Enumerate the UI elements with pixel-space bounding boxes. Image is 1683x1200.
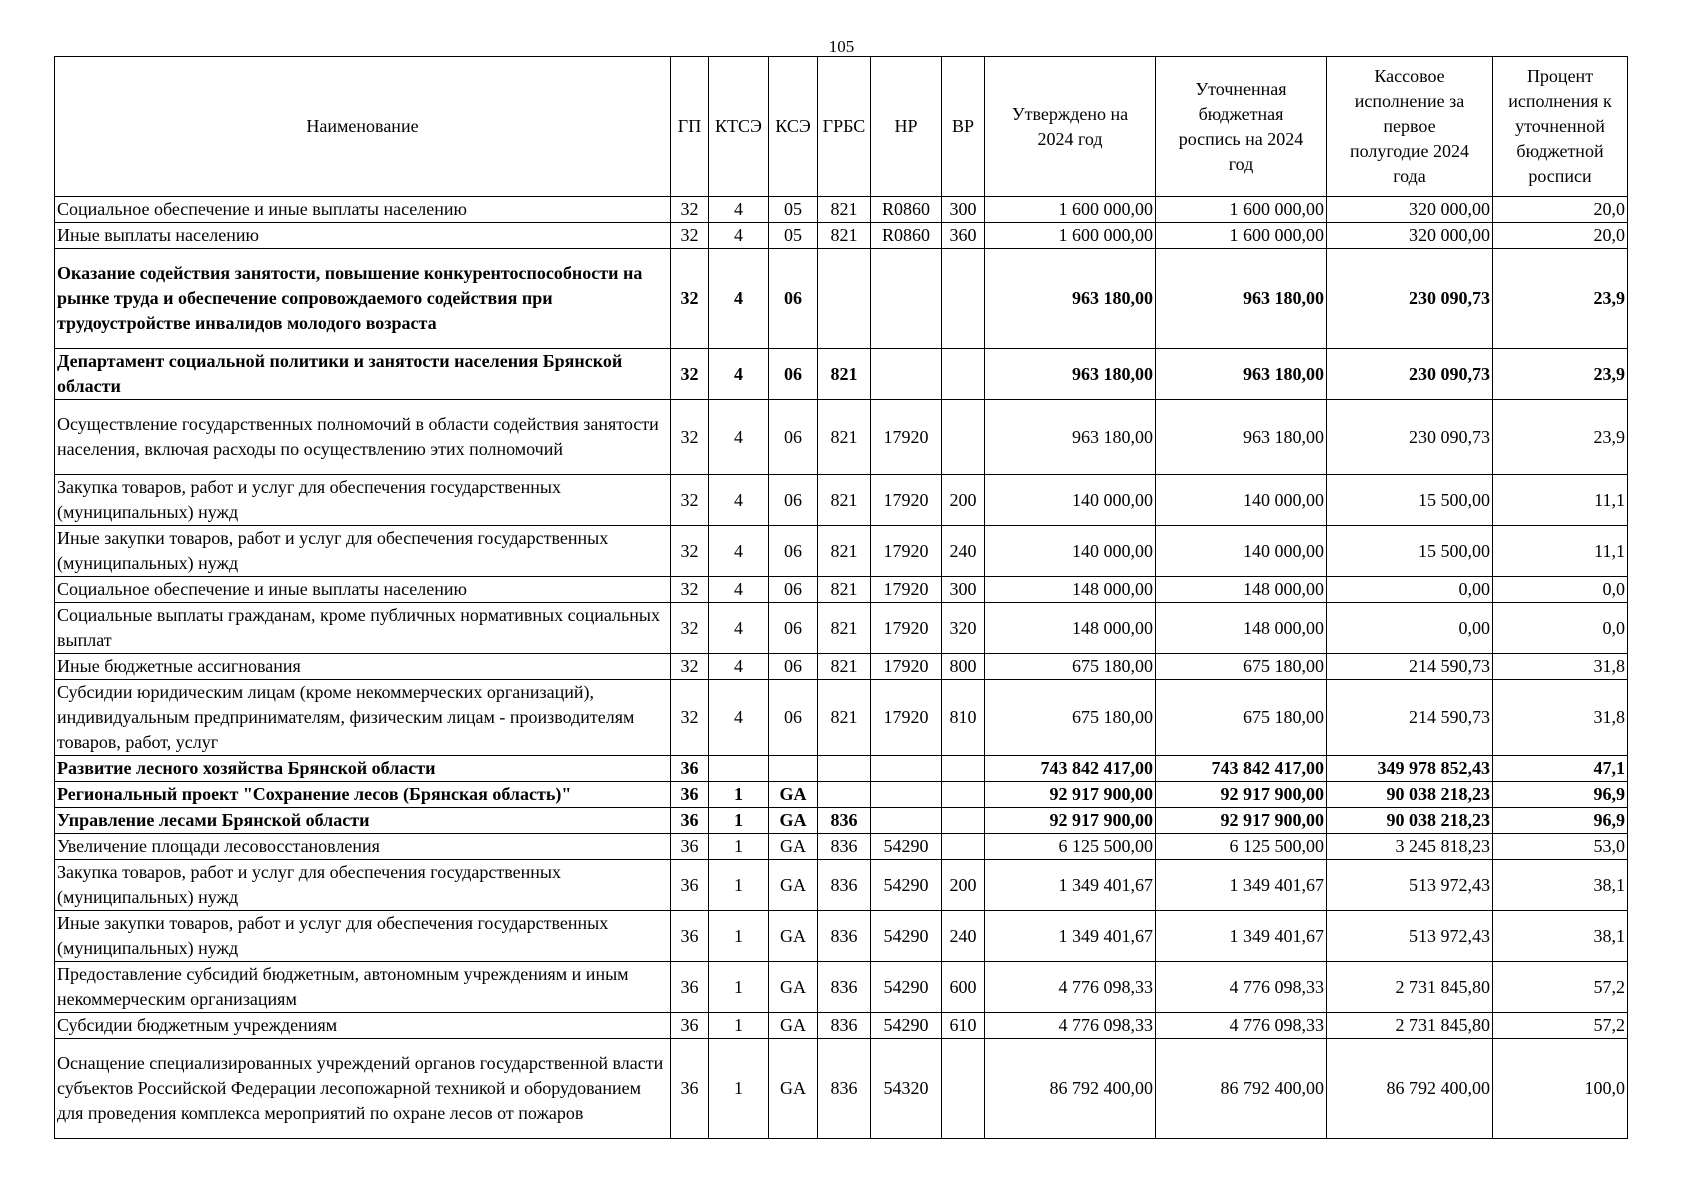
cell-cash: 230 090,73 [1327, 349, 1493, 400]
cell-ktse: 1 [709, 962, 769, 1013]
cell-gp: 36 [671, 808, 709, 834]
cell-ktse: 4 [709, 475, 769, 526]
cell-np: 17920 [871, 603, 942, 654]
cell-refined: 1 600 000,00 [1156, 223, 1327, 249]
cell-refined: 1 600 000,00 [1156, 197, 1327, 223]
cell-gp: 32 [671, 197, 709, 223]
header-gp: ГП [671, 57, 709, 197]
cell-approved: 1 349 401,67 [985, 911, 1156, 962]
cell-np [871, 249, 942, 349]
cell-approved: 148 000,00 [985, 577, 1156, 603]
table-row [55, 911, 1628, 962]
cell-refined: 1 349 401,67 [1156, 911, 1327, 962]
cell-percent: 0,0 [1493, 577, 1628, 603]
cell-kse: 06 [769, 475, 818, 526]
header-grbs: ГРБС [818, 57, 871, 197]
cell-grbs: 836 [818, 911, 871, 962]
cell-approved: 4 776 098,33 [985, 1013, 1156, 1039]
cell-grbs: 821 [818, 400, 871, 475]
cell-np: 17920 [871, 475, 942, 526]
cell-kse: 05 [769, 223, 818, 249]
table-row [55, 577, 1628, 603]
table-row [55, 526, 1628, 577]
cell-grbs: 821 [818, 475, 871, 526]
cell-grbs: 836 [818, 962, 871, 1013]
cell-ktse: 4 [709, 223, 769, 249]
cell-vr [942, 808, 985, 834]
cell-name: Региональный проект "Сохранение лесов (Брянская область)" [55, 782, 671, 808]
cell-np: R0860 [871, 197, 942, 223]
cell-cash: 230 090,73 [1327, 249, 1493, 349]
cell-gp: 32 [671, 603, 709, 654]
cell-kse: GA [769, 911, 818, 962]
cell-refined: 4 776 098,33 [1156, 1013, 1327, 1039]
cell-percent: 100,0 [1493, 1039, 1628, 1139]
cell-np: R0860 [871, 223, 942, 249]
cell-grbs: 836 [818, 808, 871, 834]
cell-name: Предоставление субсидий бюджетным, автономным учреждениям и иным некоммерческим организациям [55, 962, 671, 1013]
cell-ktse: 1 [709, 911, 769, 962]
cell-vr: 320 [942, 603, 985, 654]
cell-grbs: 821 [818, 349, 871, 400]
cell-grbs [818, 756, 871, 782]
cell-vr [942, 834, 985, 860]
cell-cash: 214 590,73 [1327, 654, 1493, 680]
cell-grbs: 836 [818, 834, 871, 860]
cell-percent: 53,0 [1493, 834, 1628, 860]
table-row [55, 1039, 1628, 1139]
cell-refined: 963 180,00 [1156, 349, 1327, 400]
cell-name: Социальные выплаты гражданам, кроме публичных нормативных социальных выплат [55, 603, 671, 654]
cell-gp: 36 [671, 782, 709, 808]
cell-vr: 300 [942, 577, 985, 603]
cell-ktse: 4 [709, 577, 769, 603]
cell-gp: 32 [671, 249, 709, 349]
cell-percent: 11,1 [1493, 475, 1628, 526]
cell-kse: 06 [769, 577, 818, 603]
cell-name: Иные бюджетные ассигнования [55, 654, 671, 680]
cell-refined: 1 349 401,67 [1156, 860, 1327, 911]
cell-grbs: 821 [818, 577, 871, 603]
cell-grbs: 821 [818, 654, 871, 680]
cell-approved: 140 000,00 [985, 526, 1156, 577]
cell-gp: 36 [671, 911, 709, 962]
cell-name: Оснащение специализированных учреждений органов государственной власти субъектов Российской Федерации лесопожарной техникой и оборудованием для проведения комплекса мероприятий по охране лесов от пожаров [55, 1039, 671, 1139]
cell-grbs: 821 [818, 526, 871, 577]
cell-np: 54320 [871, 1039, 942, 1139]
table-body [55, 197, 1628, 1139]
cell-grbs: 821 [818, 223, 871, 249]
cell-percent: 20,0 [1493, 223, 1628, 249]
cell-grbs: 821 [818, 680, 871, 756]
cell-percent: 96,9 [1493, 808, 1628, 834]
cell-grbs: 821 [818, 197, 871, 223]
cell-refined: 92 917 900,00 [1156, 782, 1327, 808]
table-row [55, 808, 1628, 834]
cell-ktse: 1 [709, 782, 769, 808]
cell-kse: GA [769, 860, 818, 911]
cell-percent: 47,1 [1493, 756, 1628, 782]
cell-percent: 23,9 [1493, 400, 1628, 475]
cell-approved: 92 917 900,00 [985, 782, 1156, 808]
cell-percent: 57,2 [1493, 962, 1628, 1013]
cell-name: Закупка товаров, работ и услуг для обеспечения государственных (муниципальных) нужд [55, 860, 671, 911]
cell-cash: 90 038 218,23 [1327, 808, 1493, 834]
header-kse: КСЭ [769, 57, 818, 197]
table-header-row [55, 57, 1628, 197]
cell-cash: 320 000,00 [1327, 197, 1493, 223]
cell-vr [942, 400, 985, 475]
cell-ktse: 4 [709, 680, 769, 756]
table-row [55, 349, 1628, 400]
cell-gp: 32 [671, 475, 709, 526]
table-row [55, 400, 1628, 475]
cell-approved: 4 776 098,33 [985, 962, 1156, 1013]
cell-refined: 743 842 417,00 [1156, 756, 1327, 782]
cell-refined: 140 000,00 [1156, 475, 1327, 526]
cell-approved: 86 792 400,00 [985, 1039, 1156, 1139]
cell-vr: 240 [942, 911, 985, 962]
cell-approved: 675 180,00 [985, 654, 1156, 680]
cell-np: 54290 [871, 860, 942, 911]
cell-kse: 06 [769, 349, 818, 400]
cell-ktse [709, 756, 769, 782]
cell-kse: GA [769, 834, 818, 860]
cell-ktse: 4 [709, 400, 769, 475]
cell-gp: 36 [671, 1013, 709, 1039]
cell-cash: 86 792 400,00 [1327, 1039, 1493, 1139]
cell-name: Управление лесами Брянской области [55, 808, 671, 834]
cell-np: 54290 [871, 962, 942, 1013]
cell-cash: 230 090,73 [1327, 400, 1493, 475]
cell-refined: 86 792 400,00 [1156, 1039, 1327, 1139]
header-vr: ВР [942, 57, 985, 197]
cell-np [871, 808, 942, 834]
cell-grbs [818, 782, 871, 808]
table-row [55, 834, 1628, 860]
table-row [55, 962, 1628, 1013]
cell-vr: 300 [942, 197, 985, 223]
cell-gp: 32 [671, 223, 709, 249]
cell-kse: GA [769, 782, 818, 808]
cell-cash: 0,00 [1327, 603, 1493, 654]
cell-vr: 200 [942, 475, 985, 526]
cell-ktse: 1 [709, 860, 769, 911]
cell-refined: 963 180,00 [1156, 249, 1327, 349]
cell-vr [942, 249, 985, 349]
cell-grbs: 821 [818, 603, 871, 654]
cell-ktse: 4 [709, 526, 769, 577]
cell-gp: 32 [671, 654, 709, 680]
table-row [55, 475, 1628, 526]
cell-approved: 1 600 000,00 [985, 197, 1156, 223]
cell-cash: 2 731 845,80 [1327, 962, 1493, 1013]
cell-refined: 4 776 098,33 [1156, 962, 1327, 1013]
cell-name: Иные выплаты населению [55, 223, 671, 249]
cell-name: Иные закупки товаров, работ и услуг для обеспечения государственных (муниципальных) нужд [55, 526, 671, 577]
cell-vr [942, 349, 985, 400]
cell-grbs: 836 [818, 860, 871, 911]
cell-vr [942, 756, 985, 782]
cell-grbs: 836 [818, 1013, 871, 1039]
cell-name: Социальное обеспечение и иные выплаты населению [55, 577, 671, 603]
cell-approved: 92 917 900,00 [985, 808, 1156, 834]
cell-kse [769, 756, 818, 782]
header-ktse: КТСЭ [709, 57, 769, 197]
cell-name: Иные закупки товаров, работ и услуг для обеспечения государственных (муниципальных) нужд [55, 911, 671, 962]
cell-refined: 140 000,00 [1156, 526, 1327, 577]
cell-kse: 06 [769, 249, 818, 349]
cell-np: 17920 [871, 680, 942, 756]
cell-kse: 06 [769, 603, 818, 654]
cell-name: Субсидии бюджетным учреждениям [55, 1013, 671, 1039]
cell-percent: 38,1 [1493, 860, 1628, 911]
cell-approved: 743 842 417,00 [985, 756, 1156, 782]
cell-vr [942, 1039, 985, 1139]
cell-np: 54290 [871, 834, 942, 860]
cell-cash: 349 978 852,43 [1327, 756, 1493, 782]
cell-ktse: 4 [709, 249, 769, 349]
cell-cash: 2 731 845,80 [1327, 1013, 1493, 1039]
table-row [55, 249, 1628, 349]
header-cash: Кассовое исполнение за первое полугодие 2024 года [1327, 57, 1493, 197]
cell-gp: 32 [671, 577, 709, 603]
cell-percent: 11,1 [1493, 526, 1628, 577]
cell-np: 54290 [871, 1013, 942, 1039]
cell-percent: 38,1 [1493, 911, 1628, 962]
cell-gp: 36 [671, 962, 709, 1013]
table-row [55, 782, 1628, 808]
table-row [55, 654, 1628, 680]
table-row [55, 603, 1628, 654]
cell-np [871, 782, 942, 808]
cell-name: Социальное обеспечение и иные выплаты населению [55, 197, 671, 223]
cell-approved: 963 180,00 [985, 249, 1156, 349]
cell-np: 54290 [871, 911, 942, 962]
cell-cash: 15 500,00 [1327, 475, 1493, 526]
header-np: НР [871, 57, 942, 197]
cell-refined: 148 000,00 [1156, 577, 1327, 603]
cell-gp: 36 [671, 860, 709, 911]
cell-percent: 0,0 [1493, 603, 1628, 654]
table-row [55, 756, 1628, 782]
cell-cash: 15 500,00 [1327, 526, 1493, 577]
header-refined: Уточненная бюджетная роспись на 2024 год [1156, 57, 1327, 197]
cell-vr [942, 782, 985, 808]
cell-kse: GA [769, 808, 818, 834]
cell-percent: 20,0 [1493, 197, 1628, 223]
cell-name: Закупка товаров, работ и услуг для обеспечения государственных (муниципальных) нужд [55, 475, 671, 526]
cell-name: Департамент социальной политики и занятости населения Брянской области [55, 349, 671, 400]
cell-kse: 06 [769, 654, 818, 680]
cell-approved: 148 000,00 [985, 603, 1156, 654]
cell-refined: 92 917 900,00 [1156, 808, 1327, 834]
table-row [55, 860, 1628, 911]
table-row [55, 223, 1628, 249]
cell-approved: 1 600 000,00 [985, 223, 1156, 249]
cell-percent: 23,9 [1493, 249, 1628, 349]
cell-ktse: 1 [709, 808, 769, 834]
cell-gp: 32 [671, 400, 709, 475]
cell-vr: 800 [942, 654, 985, 680]
cell-kse: GA [769, 1013, 818, 1039]
cell-refined: 675 180,00 [1156, 654, 1327, 680]
cell-percent: 31,8 [1493, 680, 1628, 756]
cell-cash: 3 245 818,23 [1327, 834, 1493, 860]
cell-grbs [818, 249, 871, 349]
cell-vr: 600 [942, 962, 985, 1013]
cell-refined: 6 125 500,00 [1156, 834, 1327, 860]
cell-np: 17920 [871, 526, 942, 577]
cell-gp: 36 [671, 756, 709, 782]
table-row [55, 197, 1628, 223]
cell-gp: 36 [671, 1039, 709, 1139]
cell-gp: 32 [671, 349, 709, 400]
cell-approved: 1 349 401,67 [985, 860, 1156, 911]
cell-name: Субсидии юридическим лицам (кроме некоммерческих организаций), индивидуальным предпринимателям, физическим лицам - производителям товаров, работ, услуг [55, 680, 671, 756]
cell-vr: 610 [942, 1013, 985, 1039]
cell-vr: 360 [942, 223, 985, 249]
cell-cash: 513 972,43 [1327, 911, 1493, 962]
table-row [55, 1013, 1628, 1039]
budget-execution-table [54, 56, 1628, 1139]
cell-percent: 23,9 [1493, 349, 1628, 400]
cell-ktse: 4 [709, 654, 769, 680]
table-row [55, 680, 1628, 756]
cell-name: Увеличение площади лесовосстановления [55, 834, 671, 860]
cell-kse: GA [769, 1039, 818, 1139]
cell-cash: 0,00 [1327, 577, 1493, 603]
header-name: Наименование [55, 57, 671, 197]
cell-name: Осуществление государственных полномочий в области содействия занятости населения, включая расходы по осуществлению этих полномочий [55, 400, 671, 475]
cell-percent: 31,8 [1493, 654, 1628, 680]
cell-ktse: 4 [709, 603, 769, 654]
cell-np: 17920 [871, 400, 942, 475]
cell-ktse: 4 [709, 349, 769, 400]
cell-refined: 675 180,00 [1156, 680, 1327, 756]
cell-cash: 214 590,73 [1327, 680, 1493, 756]
cell-ktse: 4 [709, 197, 769, 223]
cell-cash: 90 038 218,23 [1327, 782, 1493, 808]
cell-approved: 6 125 500,00 [985, 834, 1156, 860]
cell-approved: 140 000,00 [985, 475, 1156, 526]
cell-vr: 240 [942, 526, 985, 577]
cell-name: Развитие лесного хозяйства Брянской области [55, 756, 671, 782]
cell-np [871, 756, 942, 782]
cell-kse: 06 [769, 680, 818, 756]
cell-kse: 06 [769, 526, 818, 577]
cell-kse: 06 [769, 400, 818, 475]
cell-approved: 963 180,00 [985, 400, 1156, 475]
page-number: 105 [828, 37, 855, 56]
header-approved: Утверждено на 2024 год [985, 57, 1156, 197]
cell-name: Оказание содействия занятости, повышение конкурентоспособности на рынке труда и обеспечение сопровождаемого содействия при трудоустройстве инвалидов молодого возраста [55, 249, 671, 349]
cell-np [871, 349, 942, 400]
cell-np: 17920 [871, 654, 942, 680]
cell-kse: GA [769, 962, 818, 1013]
cell-np: 17920 [871, 577, 942, 603]
cell-ktse: 1 [709, 1013, 769, 1039]
cell-gp: 36 [671, 834, 709, 860]
cell-cash: 513 972,43 [1327, 860, 1493, 911]
cell-refined: 963 180,00 [1156, 400, 1327, 475]
cell-gp: 32 [671, 526, 709, 577]
cell-vr: 810 [942, 680, 985, 756]
cell-cash: 320 000,00 [1327, 223, 1493, 249]
cell-percent: 96,9 [1493, 782, 1628, 808]
cell-approved: 675 180,00 [985, 680, 1156, 756]
cell-vr: 200 [942, 860, 985, 911]
cell-refined: 148 000,00 [1156, 603, 1327, 654]
cell-gp: 32 [671, 680, 709, 756]
cell-grbs: 836 [818, 1039, 871, 1139]
cell-approved: 963 180,00 [985, 349, 1156, 400]
cell-percent: 57,2 [1493, 1013, 1628, 1039]
cell-kse: 05 [769, 197, 818, 223]
cell-ktse: 1 [709, 834, 769, 860]
cell-ktse: 1 [709, 1039, 769, 1139]
header-percent: Процент исполнения к уточненной бюджетной росписи [1493, 57, 1628, 197]
